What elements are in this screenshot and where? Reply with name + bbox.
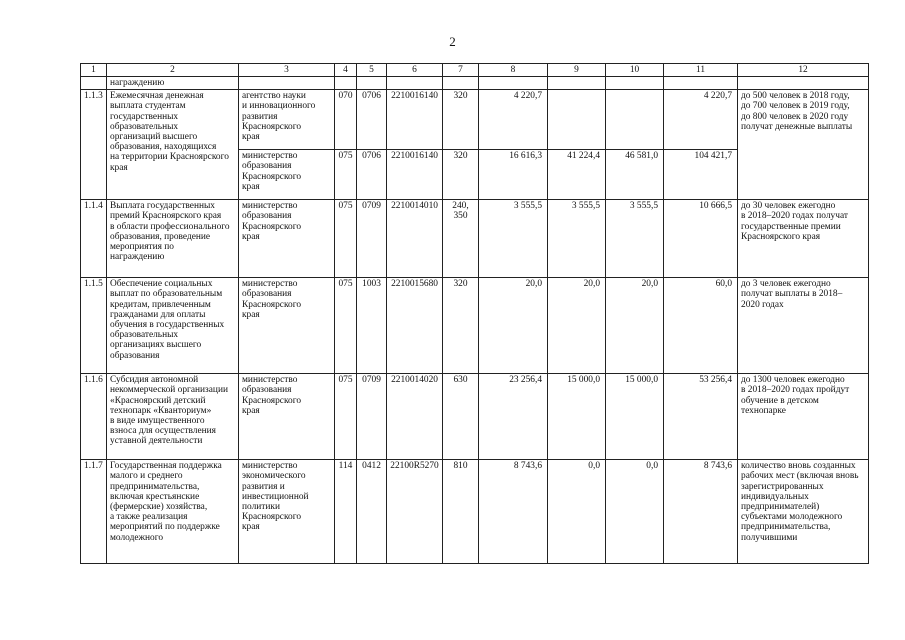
value-2018: 16 616,3 (479, 150, 548, 200)
table-row (81, 200, 869, 278)
continuation-text: награждению (107, 77, 239, 90)
vr-code: 630 (443, 374, 479, 460)
header-cell: 3 (239, 64, 335, 77)
vr-code: 320 (443, 90, 479, 150)
value-total: 4 220,7 (664, 90, 738, 150)
measure-name: Выплата государственных премий Красноярского края в области профессионального образования, проведение мероприятия по награждению (107, 200, 239, 278)
csr-code: 2210016140 (387, 150, 443, 200)
page-number: 2 (449, 34, 456, 49)
row-number: 1.1.6 (81, 374, 107, 460)
expected-result: до 1300 человек ежегодно в 2018–2020 годах пройдут обучение в детском технопарке (738, 374, 869, 460)
header-cell: 1 (81, 64, 107, 77)
expected-result: до 3 человек ежегодно получат выплаты в 2018– 2020 годах (738, 278, 869, 374)
value-total: 104 421,7 (664, 150, 738, 200)
vr-code: 320 (443, 150, 479, 200)
executor: министерство экономического развития и инвестиционной политики Красноярского края (239, 460, 335, 564)
table-row (81, 90, 869, 150)
value-2019: 0,0 (548, 460, 606, 564)
vr-code: 320 (443, 278, 479, 374)
header-row (81, 64, 869, 77)
value-2020: 0,0 (606, 460, 664, 564)
value-total: 60,0 (664, 278, 738, 374)
value-2019: 15 000,0 (548, 374, 606, 460)
rzpr-code: 0706 (357, 90, 387, 150)
csr-code: 2210015680 (387, 278, 443, 374)
rzpr-code: 0412 (357, 460, 387, 564)
value-total: 53 256,4 (664, 374, 738, 460)
header-cell: 11 (664, 64, 738, 77)
header-cell: 4 (335, 64, 357, 77)
grbs-code: 075 (335, 150, 357, 200)
value-2020 (606, 90, 664, 150)
value-2020: 15 000,0 (606, 374, 664, 460)
header-cell: 10 (606, 64, 664, 77)
grbs-code: 114 (335, 460, 357, 564)
value-2019: 3 555,5 (548, 200, 606, 278)
executor: агентство науки и инновационного развития Красноярского края (239, 90, 335, 150)
rzpr-code: 0706 (357, 150, 387, 200)
expected-result: до 500 человек в 2018 году, до 700 человек в 2019 году, до 800 человек в 2020 году получат денежные выплаты (738, 90, 869, 200)
row-number: 1.1.4 (81, 200, 107, 278)
value-2018: 20,0 (479, 278, 548, 374)
header-cell: 2 (107, 64, 239, 77)
rzpr-code: 0709 (357, 200, 387, 278)
program-table (80, 63, 869, 564)
table-row (81, 278, 869, 374)
grbs-code: 075 (335, 374, 357, 460)
measure-name: Субсидия автономной некоммерческой организации «Красноярский детский технопарк «Кванториум» в виде имущественного взноса для осуществления уставной деятельности (107, 374, 239, 460)
grbs-code: 075 (335, 200, 357, 278)
header-cell: 5 (357, 64, 387, 77)
vr-code: 240, 350 (443, 200, 479, 278)
table-row (81, 460, 869, 564)
header-cell: 8 (479, 64, 548, 77)
value-2018: 23 256,4 (479, 374, 548, 460)
executor: министерство образования Красноярского края (239, 278, 335, 374)
value-total: 8 743,6 (664, 460, 738, 564)
row-number: 1.1.3 (81, 90, 107, 200)
grbs-code: 070 (335, 90, 357, 150)
measure-name: Государственная поддержка малого и среднего предпринимательства, включая крестьянские (фермерские) хозяйства, а также реализация мероприятий по поддержке молодежного (107, 460, 239, 564)
value-2020: 46 581,0 (606, 150, 664, 200)
measure-name: Обеспечение социальных выплат по образовательным кредитам, привлеченным гражданами для оплаты обучения в государственных образовательных организациях высшего образования (107, 278, 239, 374)
header-cell: 9 (548, 64, 606, 77)
value-2020: 3 555,5 (606, 200, 664, 278)
executor: министерство образования Красноярского края (239, 150, 335, 200)
row-number: 1.1.7 (81, 460, 107, 564)
header-cell: 6 (387, 64, 443, 77)
table-row (81, 374, 869, 460)
continuation-row (81, 77, 869, 90)
expected-result: количество вновь созданных рабочих мест (включая вновь зарегистрированных индивидуальных предпринимателей) субъектами молодежного предпринимательства, получившими (738, 460, 869, 564)
csr-code: 22100R5270 (387, 460, 443, 564)
value-2018: 3 555,5 (479, 200, 548, 278)
value-2019: 20,0 (548, 278, 606, 374)
executor: министерство образования Красноярского края (239, 374, 335, 460)
executor: министерство образования Красноярского края (239, 200, 335, 278)
csr-code: 2210014020 (387, 374, 443, 460)
header-cell: 12 (738, 64, 869, 77)
rzpr-code: 0709 (357, 374, 387, 460)
measure-name: Ежемесячная денежная выплата студентам государственных образовательных организаций высшего образования, находящихся на территории Красноярского края (107, 90, 239, 200)
vr-code: 810 (443, 460, 479, 564)
csr-code: 2210016140 (387, 90, 443, 150)
value-total: 10 666,5 (664, 200, 738, 278)
rzpr-code: 1003 (357, 278, 387, 374)
value-2018: 4 220,7 (479, 90, 548, 150)
value-2018: 8 743,6 (479, 460, 548, 564)
value-2019: 41 224,4 (548, 150, 606, 200)
row-number: 1.1.5 (81, 278, 107, 374)
value-2020: 20,0 (606, 278, 664, 374)
grbs-code: 075 (335, 278, 357, 374)
header-cell: 7 (443, 64, 479, 77)
expected-result: до 30 человек ежегодно в 2018–2020 годах получат государственные премии Красноярского края (738, 200, 869, 278)
csr-code: 2210014010 (387, 200, 443, 278)
value-2019 (548, 90, 606, 150)
